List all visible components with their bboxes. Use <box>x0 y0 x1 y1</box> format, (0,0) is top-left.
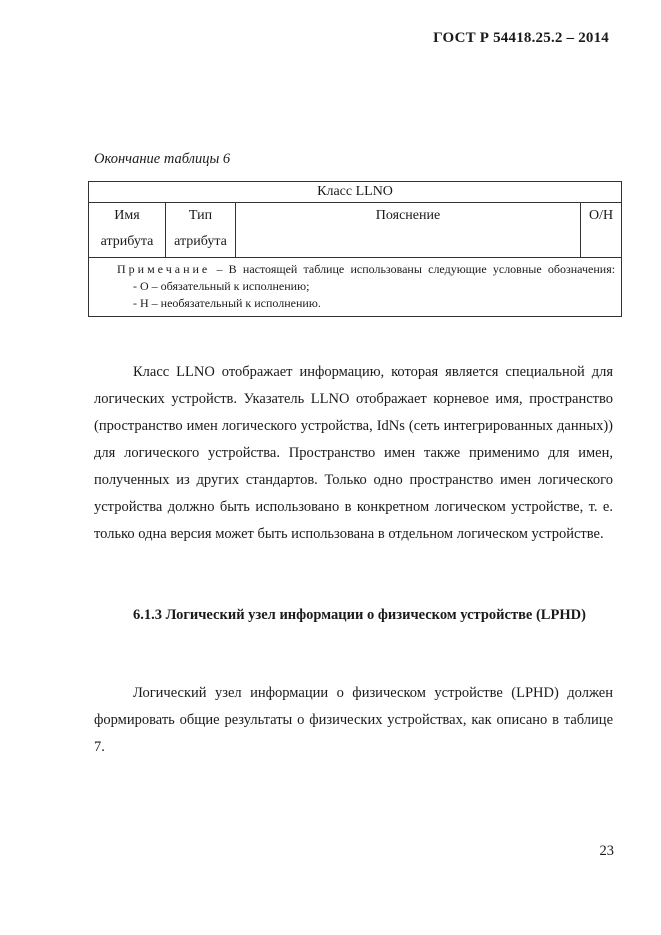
table-class-title: Класс LLNO <box>89 182 622 203</box>
column-header-explanation: Пояснение <box>236 203 581 258</box>
section-heading <box>94 602 613 629</box>
table-caption: Окончание таблицы 6 <box>94 151 231 167</box>
note-item-mandatory: - О – обязательный к исполнению; <box>133 279 310 293</box>
page-number: 23 <box>599 843 614 859</box>
section-title: Логический узел информации о физическом устройстве (LPHD) <box>165 607 586 623</box>
note-label: Примечание <box>117 262 211 276</box>
section-number: 6.1.3 <box>133 607 162 623</box>
column-header-mandatory-optional: О/Н <box>581 203 622 258</box>
table-note <box>89 258 622 317</box>
paragraph-llno-text: Класс LLNO отображает информацию, которая является специальной для логических устройств. Указатель LLNO отображает корневое имя, пространство (пространство имен логического устройства, IdNs (сеть интегрированных данных)) для логического устройства. Пространство имен также применимо для имен, полученных из других стандартов. Только одно пространство имен логического устройства должно быть использовано в конкретном логическом устройстве, т. е. только одна версия может быть использована в отдельном логическом устройстве. <box>94 364 613 542</box>
document-header: ГОСТ Р 54418.25.2 – 2014 <box>433 30 609 46</box>
column-header-attribute-type: Тип атрибута <box>166 203 236 258</box>
paragraph-lphd-text: Логический узел информации о физическом устройстве (LPHD) должен формировать общие результаты о физических устройствах, как описано в таблице 7. <box>94 685 613 755</box>
note-intro <box>95 261 615 278</box>
note-text: – В настоящей таблице использованы следующие условные обозначения: <box>210 262 616 276</box>
llno-class-table <box>88 181 622 317</box>
paragraph-lphd <box>94 680 613 761</box>
paragraph-llno <box>94 359 613 548</box>
column-header-attribute-name: Имя атрибута <box>89 203 166 258</box>
note-item-optional: - Н – необязательный к исполнению. <box>133 296 321 310</box>
